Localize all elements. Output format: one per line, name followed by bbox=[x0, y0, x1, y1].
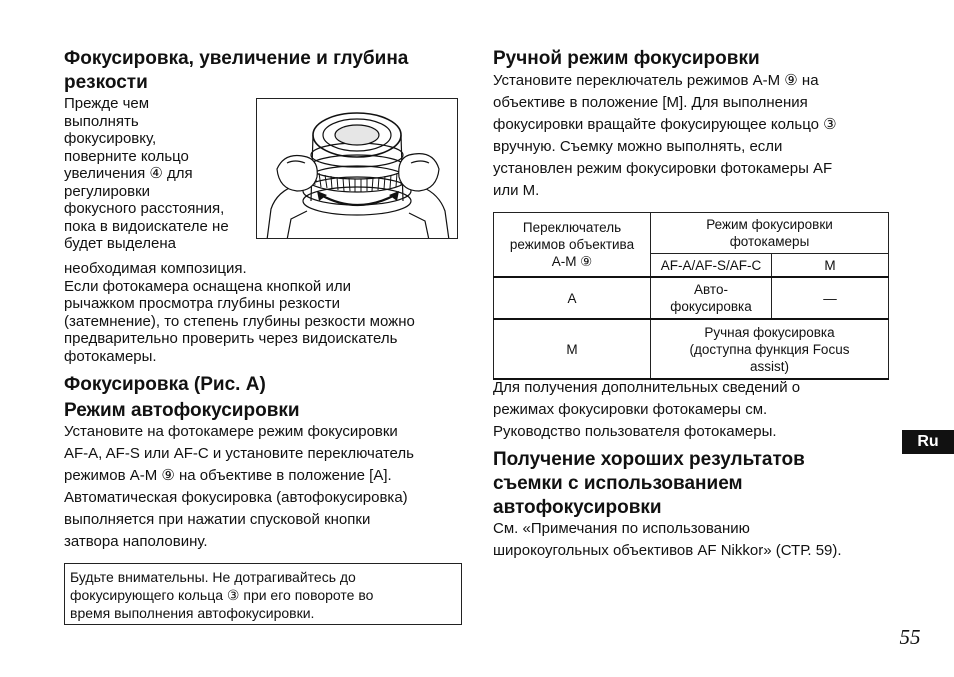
text-line: режимов A-M ⑨ на объективе в положение [A]. bbox=[64, 467, 392, 484]
text-line: увеличения ④ для bbox=[64, 165, 193, 182]
text-line: вручную. Съемку можно выполнять, если bbox=[493, 138, 783, 155]
focus-mode-table bbox=[493, 212, 889, 380]
paragraph-more-info bbox=[493, 377, 893, 443]
text-line: Ручная фокусировка bbox=[704, 324, 835, 340]
text-line: Руководство пользователя фотокамеры. bbox=[493, 423, 777, 440]
table-header-switch bbox=[494, 213, 651, 278]
text-line: Автоматическая фокусировка (автофокусировка) bbox=[64, 489, 408, 506]
text-line: Установите на фотокамере режим фокусировки bbox=[64, 423, 398, 440]
caution-note bbox=[64, 563, 462, 625]
heading-af-mode: Режим автофокусировки bbox=[64, 400, 300, 421]
text-line: A-M ⑨ bbox=[551, 254, 593, 269]
table-row bbox=[494, 319, 889, 379]
table-cell-row-a-label: A bbox=[494, 277, 651, 319]
text-line: объективе в положение [M]. Для выполнения bbox=[493, 94, 808, 111]
paragraph-focus-zoom-wide bbox=[64, 260, 464, 365]
text-line: режимах фокусировки фотокамеры см. bbox=[493, 401, 768, 418]
text-line: Авто- bbox=[694, 282, 728, 297]
language-tab: Ru bbox=[902, 430, 954, 454]
camera-lens-icon bbox=[257, 99, 458, 239]
text-line: См. «Примечания по использованию bbox=[493, 520, 750, 537]
paragraph-manual-focus bbox=[493, 70, 893, 202]
text-line: поверните кольцо bbox=[64, 147, 189, 165]
text-line: предварительно проверить через видоискатель bbox=[64, 330, 398, 347]
text-line: фокусировки вращайте фокусирующее кольцо ③ bbox=[493, 116, 837, 133]
table-subheader-m: M bbox=[772, 254, 889, 278]
text-line: или M. bbox=[493, 182, 540, 199]
heading-good-results: Получение хороших результатов съемки с использованием автофокусировки bbox=[493, 449, 805, 518]
paragraph-focus-zoom-narrow bbox=[64, 95, 254, 253]
text-line: Установите переключатель режимов A-M ⑨ на bbox=[493, 72, 819, 89]
text-line: Переключатель bbox=[522, 220, 622, 235]
table-cell-row-m-value bbox=[651, 319, 889, 379]
table-row bbox=[494, 213, 889, 254]
table-subheader-afa: AF-A/AF-S/AF-C bbox=[651, 254, 772, 278]
text-line: необходимая композиция. bbox=[64, 260, 247, 277]
text-line: будет выделена bbox=[64, 235, 176, 252]
text-line: установлен режим фокусировки фотокамеры AF bbox=[493, 160, 833, 177]
text-line: (доступна функция Focus bbox=[689, 341, 850, 357]
text-line: Режим фокусировки bbox=[706, 217, 833, 232]
text-line: выполняется при нажатии спусковой кнопки bbox=[64, 511, 371, 528]
page-number: 55 bbox=[899, 625, 921, 649]
text-line: assist) bbox=[749, 358, 789, 374]
text-line: рычажком просмотра глубины резкости bbox=[64, 295, 341, 312]
table-row bbox=[494, 277, 889, 319]
paragraph-af-mode bbox=[64, 421, 464, 553]
text-line: Для получения дополнительных сведений о bbox=[493, 379, 801, 396]
text-line: фотокамеры bbox=[729, 234, 810, 249]
text-line: широкоугольных объективов AF Nikkor» (СТР. 59). bbox=[493, 542, 842, 559]
table-cell-row-m-label: M bbox=[494, 319, 651, 379]
text-line: (затемнение), то степень глубины резкости можно bbox=[64, 312, 415, 330]
text-line: фокусирующего кольца ③ при его повороте во bbox=[70, 587, 374, 603]
paragraph-good-results bbox=[493, 518, 903, 562]
text-line: регулировки bbox=[64, 182, 151, 200]
text-line: Если фотокамера оснащена кнопкой или bbox=[64, 277, 351, 295]
table-cell-row-a-afa bbox=[651, 277, 772, 319]
table-cell-row-a-m: — bbox=[772, 277, 889, 319]
text-line: выполнять bbox=[64, 112, 139, 130]
heading-focus-figure: Фокусировка (Рис. A) bbox=[64, 374, 266, 395]
text-line: пока в видоискателе не bbox=[64, 217, 229, 235]
table-header-camera-mode bbox=[651, 213, 889, 254]
text-line: фокусировку, bbox=[64, 130, 157, 147]
text-line: режимов объектива bbox=[509, 237, 635, 252]
text-line: фокусного расстояния, bbox=[64, 200, 225, 217]
text-line: время выполнения автофокусировки. bbox=[70, 605, 315, 621]
text-line: Прежде чем bbox=[64, 95, 150, 112]
text-line: фотокамеры. bbox=[64, 347, 157, 365]
text-line: фокусировка bbox=[670, 299, 752, 314]
heading-focus-zoom: Фокусировка, увеличение и глубина резкости bbox=[64, 48, 409, 93]
text-line: затвора наполовину. bbox=[64, 533, 208, 550]
lens-zoom-illustration bbox=[256, 98, 458, 239]
text-line: Будьте внимательны. Не дотрагивайтесь до bbox=[70, 569, 356, 585]
heading-manual-focus: Ручной режим фокусировки bbox=[493, 48, 760, 69]
text-line: AF-A, AF-S или AF-C и установите переключатель bbox=[64, 445, 414, 462]
